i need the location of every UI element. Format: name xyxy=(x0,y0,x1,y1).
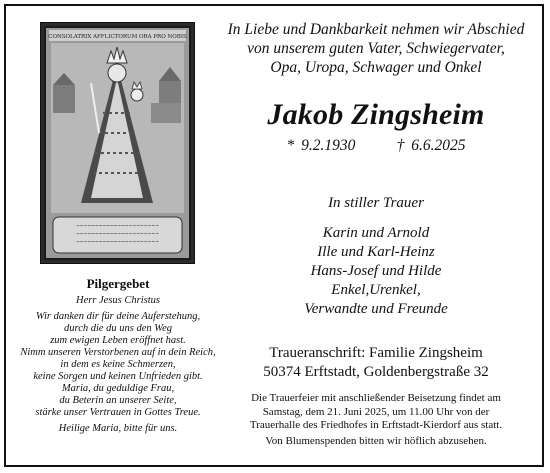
prayer-line: zum ewigen Leben eröffnet hast. xyxy=(50,335,186,346)
address-line: Traueranschrift: Familie Zingsheim xyxy=(269,345,483,361)
mourner-line: Hans-Josef und Hilde xyxy=(310,263,442,279)
address-line: 50374 Erftstadt, Goldenbergstraße 32 xyxy=(263,364,489,380)
prayer-line: durch die du uns den Weg xyxy=(64,323,172,334)
svg-text:~~~~~~~~~~~~~~~~~~~~~~: ~~~~~~~~~~~~~~~~~~~~~~ xyxy=(76,224,159,229)
svg-text:~~~~~~~~~~~~~~~~~~~~~~: ~~~~~~~~~~~~~~~~~~~~~~ xyxy=(76,240,159,245)
madonna-image xyxy=(41,23,194,263)
prayer-line: Herr Jesus Christus xyxy=(75,295,160,306)
intro-line: In Liebe und Dankbarkeit nehmen wir Abschied xyxy=(227,21,525,38)
prayer-line: Heilige Maria, bitte für uns. xyxy=(58,423,178,434)
prayer-line: du Beterin an unserer Seite, xyxy=(59,395,177,406)
prayer-line: Nimm unseren Verstorbenen auf in dein Reich, xyxy=(20,347,216,358)
service-line: Die Trauerfeier mit anschließender Beisetzung findet am xyxy=(251,392,501,404)
service-line: Trauerhalle des Friedhofes in Erftstadt-Kierdorf aus statt. xyxy=(249,419,503,431)
image-inscription-top: CONSOLATRIX AFFLICTORUM ORA PRO NOBIS xyxy=(48,34,187,40)
service-line: Samstag, dem 21. Juni 2025, um 11.00 Uhr von der xyxy=(262,405,490,418)
mourner-line: Karin und Arnold xyxy=(322,225,430,241)
announcement xyxy=(226,20,526,319)
pilgrim-prayer xyxy=(20,276,216,435)
mourner-line: Enkel,Urenkel, xyxy=(331,282,421,298)
mourning-heading: In stiller Trauer xyxy=(328,195,424,211)
intro-line: Opa, Uropa, Schwager und Onkel xyxy=(270,59,482,76)
intro-line: von unserem guten Vater, Schwiegervater, xyxy=(247,40,505,57)
prayer-line: stärke unser Vertrauen in Gottes Treue. xyxy=(35,407,201,418)
mourners-list xyxy=(226,224,526,319)
prayer-title: Pilgergebet xyxy=(86,276,150,291)
prayer-line: in dem es keine Schmerzen, xyxy=(60,359,176,370)
intro-text xyxy=(226,20,526,77)
prayer-line: keine Sorgen und keinen Unfrieden gibt. xyxy=(33,371,203,382)
donation-note: Von Blumenspenden bitten wir höflich abzusehen. xyxy=(265,434,487,447)
madonna-picture xyxy=(40,22,195,264)
svg-text:~~~~~~~~~~~~~~~~~~~~~~: ~~~~~~~~~~~~~~~~~~~~~~ xyxy=(76,232,159,237)
prayer-line: Wir danken dir für deine Auferstehung, xyxy=(35,311,201,322)
mourning-address xyxy=(226,344,526,382)
mourner-line: Ille und Karl-Heinz xyxy=(317,244,435,260)
funeral-service-info xyxy=(226,392,526,448)
prayer-line: Maria, du geduldige Frau, xyxy=(61,383,175,394)
life-dates: * 9.2.1930 † 6.6.2025 xyxy=(286,137,466,154)
deceased-name: Jakob Zingsheim xyxy=(267,98,485,131)
mourner-line: Verwandte und Freunde xyxy=(304,301,448,317)
